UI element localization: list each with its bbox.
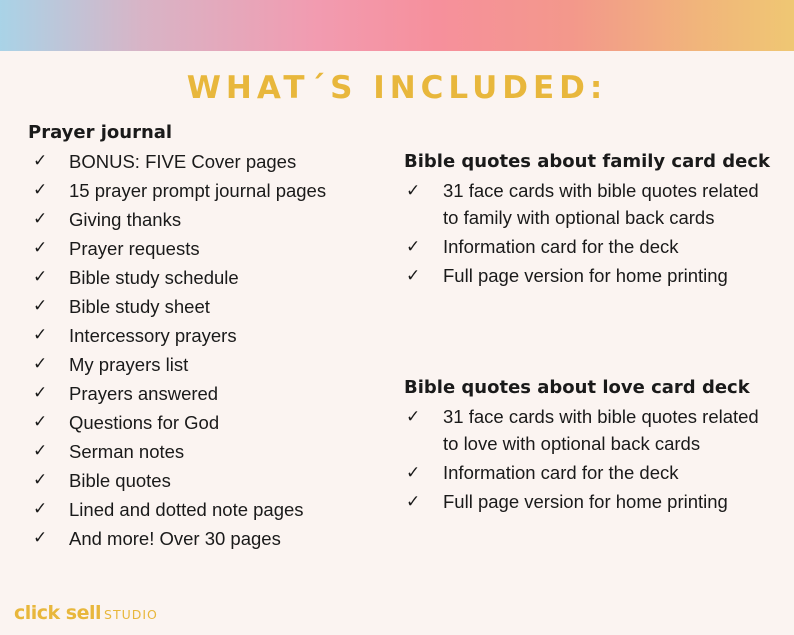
page-title: WHAT´S INCLUDED: [186, 70, 608, 106]
checkmark-icon: ✓ [33, 412, 48, 432]
list-item: ✓ BONUS: FIVE Cover pages [31, 147, 391, 176]
checkmark-icon: ✓ [33, 180, 48, 200]
list-item: ✓ And more! Over 30 pages [31, 524, 391, 553]
top-gradient-banner [0, 0, 794, 51]
checkmark-icon: ✓ [406, 236, 421, 257]
list-item: ✓ Lined and dotted note pages [31, 495, 391, 524]
checkmark-icon: ✓ [33, 383, 48, 403]
prayer-journal-list [31, 147, 391, 553]
checkmark-icon: ✓ [406, 462, 421, 483]
love-deck-list [404, 404, 776, 518]
checkmark-icon: ✓ [33, 151, 48, 171]
family-deck-heading: Bible quotes about family card deck [404, 151, 771, 172]
checkmark-icon: ✓ [406, 181, 421, 201]
list-item: ✓ 31 face cards with bible quotes related to love with optional back cards [406, 406, 759, 454]
list-item: ✓ Information card for the deck [404, 234, 776, 261]
list-item: ✓ Bible study sheet [31, 292, 391, 321]
checkmark-icon: ✓ [33, 470, 48, 490]
list-item: ✓ Bible quotes [31, 466, 391, 495]
checkmark-icon: ✓ [33, 325, 48, 345]
list-item: ✓ Giving thanks [31, 205, 391, 234]
list-item: ✓ Full page version for home printing [404, 263, 776, 290]
list-item: ✓ Questions for God [31, 408, 391, 437]
checkmark-icon: ✓ [33, 296, 48, 316]
list-item: ✓ Prayers answered [31, 379, 391, 408]
checkmark-icon: ✓ [406, 265, 421, 286]
brand-logo [14, 601, 158, 627]
list-item: ✓ Intercessory prayers [31, 321, 391, 350]
love-deck-heading: Bible quotes about love card deck [404, 377, 750, 398]
checkmark-icon: ✓ [406, 491, 421, 512]
brand-name: click sell [14, 602, 102, 624]
checkmark-icon: ✓ [33, 499, 48, 519]
checkmark-icon: ✓ [406, 407, 421, 427]
list-item: ✓ 15 prayer prompt journal pages [31, 176, 391, 205]
brand-suffix: STUDIO [104, 607, 158, 622]
checkmark-icon: ✓ [33, 354, 48, 374]
list-item: ✓ Full page version for home printing [404, 489, 776, 516]
list-item: ✓ Information card for the deck [404, 460, 776, 487]
checkmark-icon: ✓ [33, 267, 48, 287]
checkmark-icon: ✓ [33, 528, 48, 548]
prayer-journal-heading: Prayer journal [28, 122, 173, 143]
list-item: ✓ Bible study schedule [31, 263, 391, 292]
list-item: ✓ Prayer requests [31, 234, 391, 263]
list-item: ✓ My prayers list [31, 350, 391, 379]
checkmark-icon: ✓ [33, 209, 48, 229]
checkmark-icon: ✓ [33, 238, 48, 258]
checkmark-icon: ✓ [33, 441, 48, 461]
list-item: ✓ Serman notes [31, 437, 391, 466]
list-item: ✓ 31 face cards with bible quotes related to family with optional back cards [406, 180, 759, 228]
family-deck-list [404, 178, 776, 292]
